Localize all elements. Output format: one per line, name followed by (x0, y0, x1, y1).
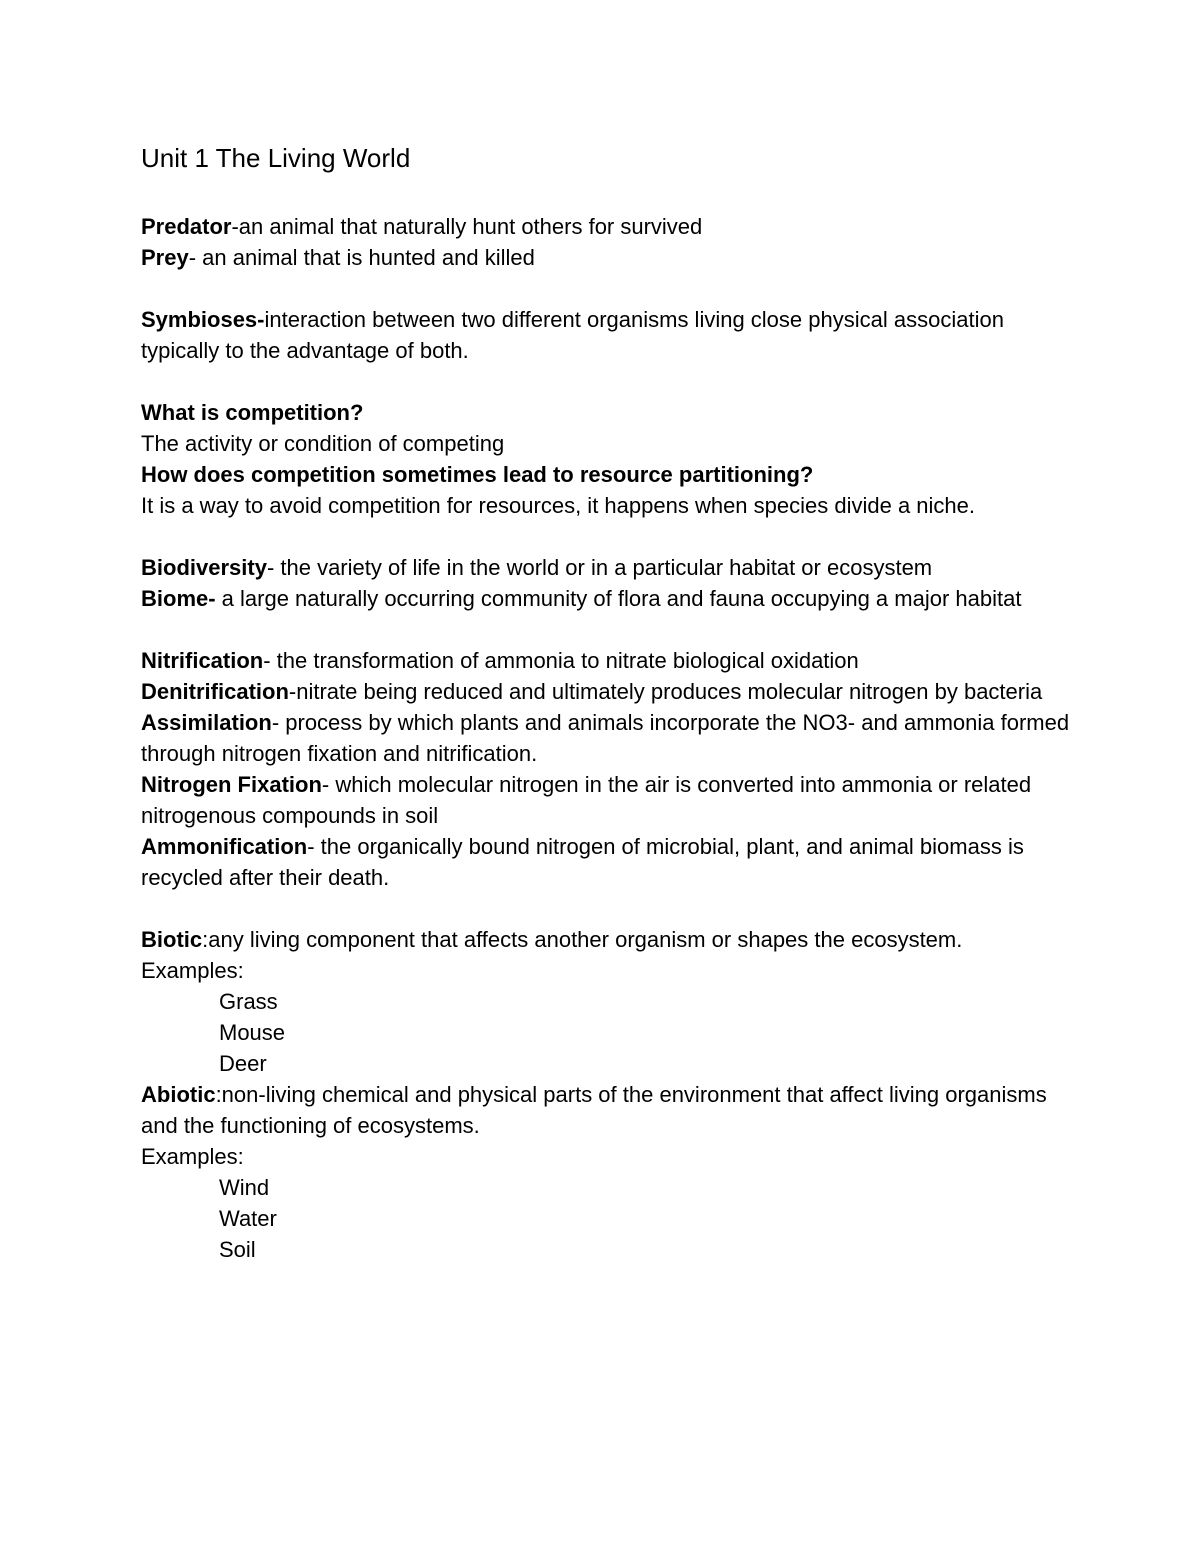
abiotic-example-item: Soil (219, 1237, 256, 1262)
biodiversity-text: - the variety of life in the world or in a particular habitat or ecosystem (266, 555, 933, 580)
ammonification-term: Ammonification (141, 834, 308, 859)
denitrification-term: Denitrification (141, 679, 289, 704)
symbioses-term: Symbioses- (141, 307, 265, 332)
assimilation-text: - process by which plants and animals incorporate the NO3- and ammonia formed through nitrogen fixation and nitrification. (141, 710, 1070, 766)
biotic-example-item: Deer (219, 1051, 267, 1076)
biotic-example-item: Mouse (219, 1020, 286, 1045)
nitrogen-fixation-term: Nitrogen Fixation (141, 772, 322, 797)
biome-definition (141, 583, 1071, 614)
biodiversity-definition (141, 552, 1071, 583)
competition-question-2-text: How does competition sometimes lead to resource partitioning? (141, 462, 814, 487)
nitrogen-fixation-definition (141, 769, 1071, 831)
abiotic-examples-label: Examples: (141, 1144, 244, 1169)
biotic-example-item: Grass (219, 989, 278, 1014)
denitrification-definition (141, 676, 1071, 707)
ammonification-definition (141, 831, 1071, 893)
biotic-examples-label: Examples: (141, 958, 244, 983)
abiotic-example-item: Wind (219, 1175, 270, 1200)
competition-question-1-text: What is competition? (141, 400, 364, 425)
competition-answer-1: The activity or condition of competing (141, 431, 505, 456)
nitrification-definition (141, 645, 1071, 676)
abiotic-term: Abiotic (141, 1082, 216, 1107)
biotic-definition (141, 924, 1071, 955)
assimilation-term: Assimilation (141, 710, 272, 735)
nitrogen-fixation-text: - which molecular nitrogen in the air is converted into ammonia or related nitrogenous compounds in soil (141, 772, 1032, 828)
page-title: Unit 1 The Living World (141, 143, 411, 173)
competition-answer-2: It is a way to avoid competition for resources, it happens when species divide a niche. (141, 493, 976, 518)
predator-text: -an animal that naturally hunt others for survived (231, 214, 703, 239)
denitrification-text: -nitrate being reduced and ultimately produces molecular nitrogen by bacteria (288, 679, 1043, 704)
document-page (141, 140, 1071, 1265)
biotic-text: :any living component that affects another organism or shapes the ecosystem. (202, 927, 963, 952)
ammonification-text: - the organically bound nitrogen of microbial, plant, and animal biomass is recycled after their death. (141, 834, 1024, 890)
abiotic-example-item: Water (219, 1206, 277, 1231)
symbioses-text: interaction between two different organisms living close physical association typically to the advantage of both. (141, 307, 1004, 363)
predator-definition (141, 211, 1071, 242)
abiotic-definition (141, 1079, 1071, 1141)
nitrification-term: Nitrification (141, 648, 264, 673)
biome-text: a large naturally occurring community of flora and fauna occupying a major habitat (215, 586, 1022, 611)
assimilation-definition (141, 707, 1071, 769)
biotic-term: Biotic (141, 927, 203, 952)
prey-definition (141, 242, 1071, 273)
symbioses-definition (141, 304, 1071, 366)
competition-question-1 (141, 397, 1071, 428)
biodiversity-term: Biodiversity (141, 555, 267, 580)
prey-text: - an animal that is hunted and killed (188, 245, 535, 270)
biome-term: Biome- (141, 586, 216, 611)
nitrification-text: - the transformation of ammonia to nitrate biological oxidation (263, 648, 859, 673)
predator-term: Predator (141, 214, 232, 239)
competition-question-2 (141, 459, 1071, 490)
abiotic-text: :non-living chemical and physical parts of the environment that affect living organisms and the functioning of ecosystems. (141, 1082, 1047, 1138)
prey-term: Prey (141, 245, 189, 270)
